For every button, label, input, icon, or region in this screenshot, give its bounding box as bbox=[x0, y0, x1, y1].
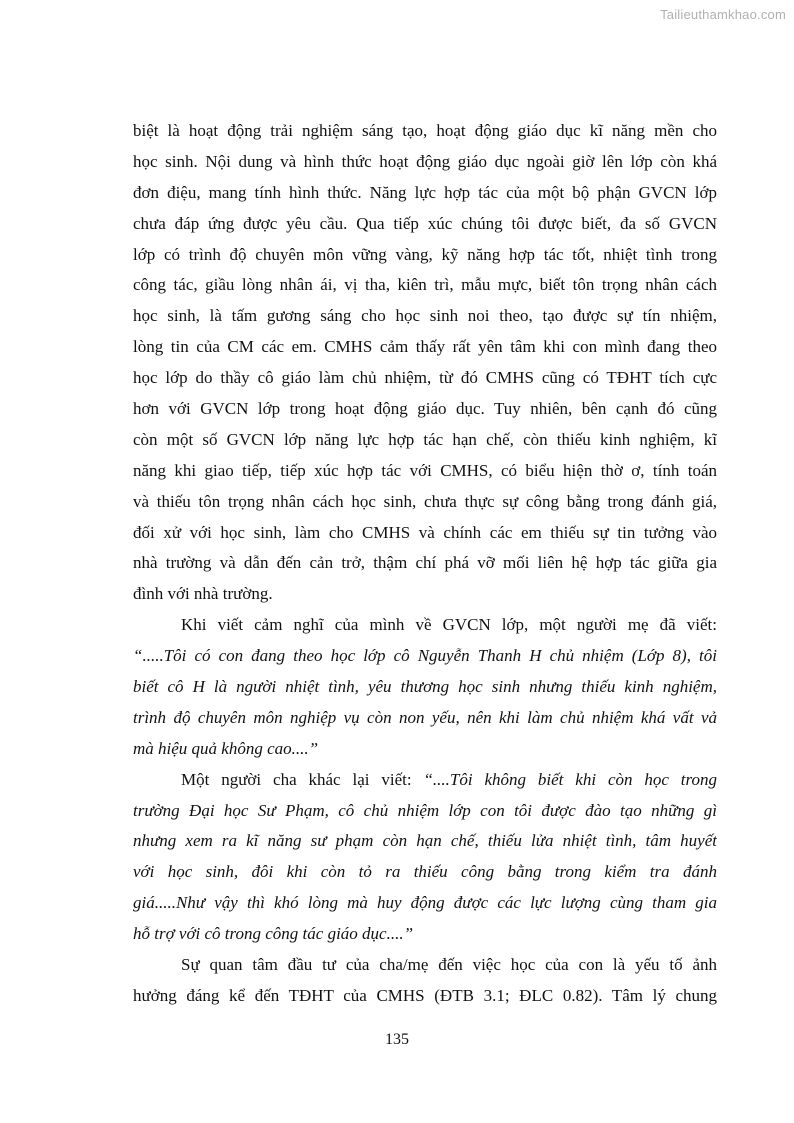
text-line: công tác, giầu lòng nhân ái, vị tha, kiên trì, mẫu mực, biết tôn trọng nhân cách bbox=[133, 275, 717, 295]
text-line: lớp có trình độ chuyên môn vững vàng, kỹ năng hợp tác tốt, nhiệt tình trong bbox=[133, 244, 717, 264]
text-line: đình với nhà trường. bbox=[133, 584, 273, 604]
text-line: còn một số GVCN lớp năng lực hợp tác hạn chế, còn thiếu kinh nghiệm, kĩ bbox=[133, 429, 717, 449]
text-line: đơn điệu, mang tính hình thức. Năng lực hợp tác của một bộ phận GVCN lớp bbox=[133, 182, 717, 202]
text-line: Khi viết cảm nghĩ của mình về GVCN lớp, một người mẹ đã viết: bbox=[181, 615, 717, 635]
quote-line: trình độ chuyên môn nghiệp vụ còn non yếu, nên khi làm chủ nhiệm khá vất vả bbox=[133, 707, 717, 727]
text-line: học sinh. Nội dung và hình thức hoạt động giáo dục ngoài giờ lên lớp còn khá bbox=[133, 151, 717, 171]
text-line: biệt là hoạt động trải nghiệm sáng tạo, hoạt động giáo dục kĩ năng mền cho bbox=[133, 121, 717, 140]
text-line: lòng tin của CM các em. CMHS cảm thấy rất yên tâm khi con mình đang theo bbox=[133, 337, 717, 357]
quote-segment: “....Tôi không biết khi còn học trong bbox=[423, 769, 717, 789]
text-line: Sự quan tâm đầu tư của cha/mẹ đến việc học của con là yếu tố ảnh bbox=[181, 955, 717, 975]
text-segment: Một người cha khác lại viết: bbox=[181, 769, 412, 789]
text-line: hưởng đáng kể đến TĐHT của CMHS (ĐTB 3.1; ĐLC 0.82). Tâm lý chung bbox=[133, 985, 717, 1005]
text-line: năng khi giao tiếp, tiếp xúc hợp tác với CMHS, có biểu hiện thờ ơ, tính toán bbox=[133, 460, 717, 480]
quote-line: hỗ trợ với cô trong công tác giáo dục....” bbox=[133, 924, 414, 944]
quote-line: giá.....Như vậy thì khó lòng mà huy động được các lực lượng cùng tham gia bbox=[133, 893, 717, 913]
page-number: 135 bbox=[385, 1031, 409, 1048]
quote-line: với học sinh, đôi khi còn tỏ ra thiếu công bằng trong kiểm tra đánh bbox=[133, 862, 717, 882]
quote-line: trường Đại học Sư Phạm, cô chủ nhiệm lớp con tôi được đào tạo những gì bbox=[133, 800, 717, 820]
quote-line: “.....Tôi có con đang theo học lớp cô Nguyễn Thanh H chủ nhiệm (Lớp 8), tôi bbox=[133, 646, 717, 666]
text-line: và thiếu tôn trọng nhân cách học sinh, chưa thực sự công bằng trong đánh giá, bbox=[133, 491, 717, 511]
text-line: đối xử với học sinh, làm cho CMHS và chính các em thiếu sự tin tưởng vào bbox=[133, 522, 717, 542]
text-line: học sinh, là tấm gương sáng cho học sinh noi theo, tạo được sự tín nhiệm, bbox=[133, 306, 717, 326]
text-line: hơn với GVCN lớp trong hoạt động giáo dục. Tuy nhiên, bên cạnh đó cũng bbox=[133, 399, 717, 419]
text-line: chưa đáp ứng được yêu cầu. Qua tiếp xúc chúng tôi được biết, đa số GVCN bbox=[133, 213, 717, 233]
body-text bbox=[133, 116, 717, 1012]
text-line: học lớp do thầy cô giáo làm chủ nhiệm, từ đó CMHS cũng có TĐHT tích cực bbox=[133, 368, 717, 388]
quote-line: mà hiệu quả không cao....” bbox=[133, 738, 319, 758]
quote-line: biết cô H là người nhiệt tình, yêu thương học sinh nhưng thiếu kinh nghiệm, bbox=[133, 677, 717, 697]
watermark: Tailieuthamkhao.com bbox=[660, 7, 786, 22]
text-line: nhà trường và dẫn đến cản trở, thậm chí phá vỡ mối liên hệ hợp tác giữa gia bbox=[133, 553, 717, 573]
quote-line: nhưng xem ra kĩ năng sư phạm còn hạn chế, thiếu lửa nhiệt tình, tâm huyết bbox=[133, 831, 717, 851]
text-line-mixed bbox=[133, 765, 717, 796]
